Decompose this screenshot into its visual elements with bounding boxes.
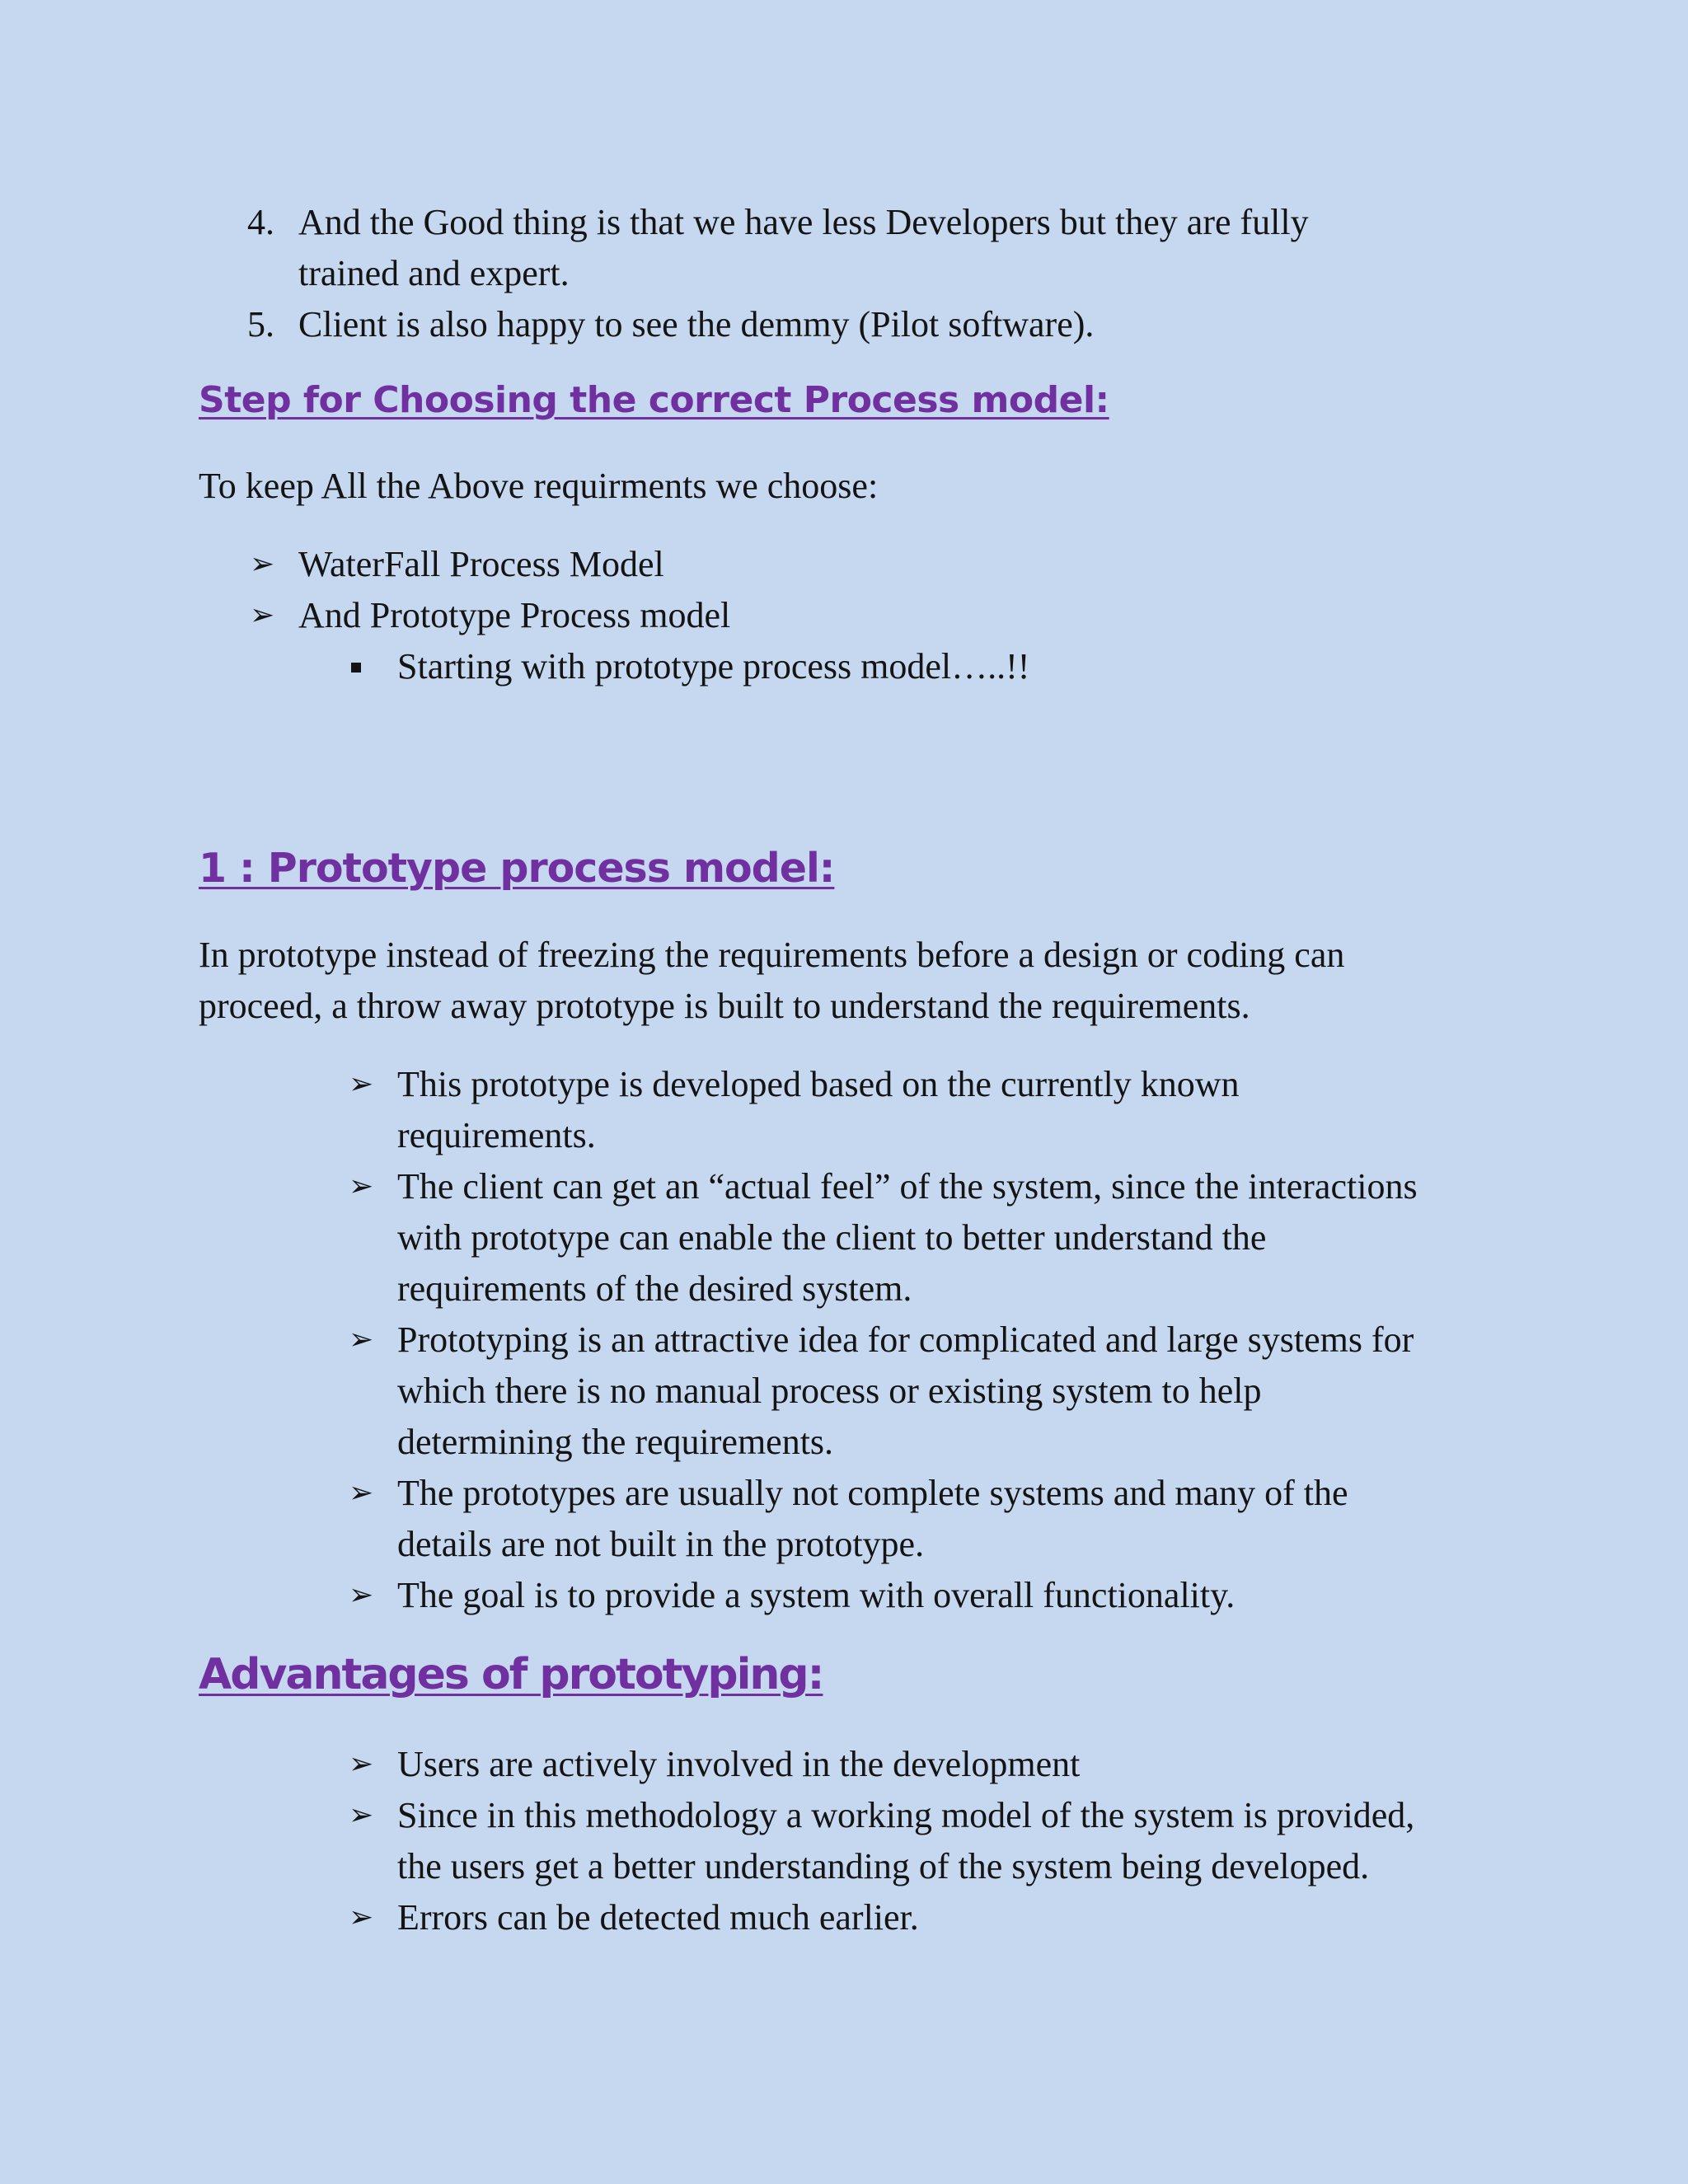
- step-item: WaterFall Process Model: [298, 544, 664, 584]
- section-heading-step: Step for Choosing the correct Process model:: [199, 379, 1109, 421]
- list-number: 5.: [247, 304, 274, 344]
- list-item-text: trained and expert.: [298, 253, 570, 293]
- prototype-point-text: requirements.: [397, 1115, 596, 1155]
- arrowhead-bullet-icon: ➢: [349, 1747, 374, 1781]
- advantage-point-text: the users get a better understanding of the system being developed.: [397, 1846, 1370, 1886]
- prototype-point-text: which there is no manual process or existing system to help: [397, 1371, 1262, 1411]
- arrowhead-bullet-icon: ➢: [349, 1578, 374, 1612]
- prototype-point-text: The client can get an “actual feel” of the system, since the interactions: [397, 1166, 1418, 1207]
- list-item-text: And the Good thing is that we have less Developers but they are fully: [298, 202, 1309, 242]
- advantage-point-text: Errors can be detected much earlier.: [397, 1897, 919, 1938]
- list-item-text: Client is also happy to see the demmy (Pilot software).: [298, 304, 1095, 344]
- square-bullet-icon: [351, 663, 361, 673]
- step-item: And Prototype Process model: [298, 595, 731, 635]
- arrowhead-bullet-icon: ➢: [250, 598, 275, 632]
- prototype-point-text: determining the requirements.: [397, 1422, 834, 1462]
- advantage-point-text: Users are actively involved in the development: [397, 1744, 1081, 1784]
- prototype-point-text: This prototype is developed based on the currently known: [397, 1064, 1240, 1104]
- prototype-point-text: Prototyping is an attractive idea for complicated and large systems for: [397, 1319, 1414, 1360]
- step-intro: To keep All the Above requirments we choose:: [199, 466, 879, 506]
- arrowhead-bullet-icon: ➢: [349, 1169, 374, 1203]
- advantage-point-text: Since in this methodology a working model of the system is provided,: [397, 1795, 1415, 1835]
- arrowhead-bullet-icon: ➢: [349, 1900, 374, 1934]
- prototype-point-text: details are not built in the prototype.: [397, 1524, 925, 1564]
- section-heading-advantages: Advantages of prototyping:: [199, 1650, 823, 1699]
- arrowhead-bullet-icon: ➢: [349, 1476, 374, 1510]
- prototype-point-text: requirements of the desired system.: [397, 1268, 912, 1309]
- step-subitem: Starting with prototype process model…..!!: [397, 646, 1030, 687]
- prototype-point-text: The goal is to provide a system with overall functionality.: [397, 1575, 1236, 1615]
- prototype-intro-line: In prototype instead of freezing the requirements before a design or coding can: [199, 935, 1345, 975]
- arrowhead-bullet-icon: ➢: [349, 1323, 374, 1357]
- section-heading-prototype: 1 : Prototype process model:: [199, 845, 835, 892]
- arrowhead-bullet-icon: ➢: [250, 547, 275, 581]
- arrowhead-bullet-icon: ➢: [349, 1798, 374, 1832]
- arrowhead-bullet-icon: ➢: [349, 1067, 374, 1101]
- prototype-intro-line: proceed, a throw away prototype is built to understand the requirements.: [199, 986, 1250, 1026]
- prototype-point-text: The prototypes are usually not complete systems and many of the: [397, 1473, 1348, 1513]
- list-number: 4.: [247, 202, 274, 242]
- prototype-point-text: with prototype can enable the client to better understand the: [397, 1217, 1267, 1258]
